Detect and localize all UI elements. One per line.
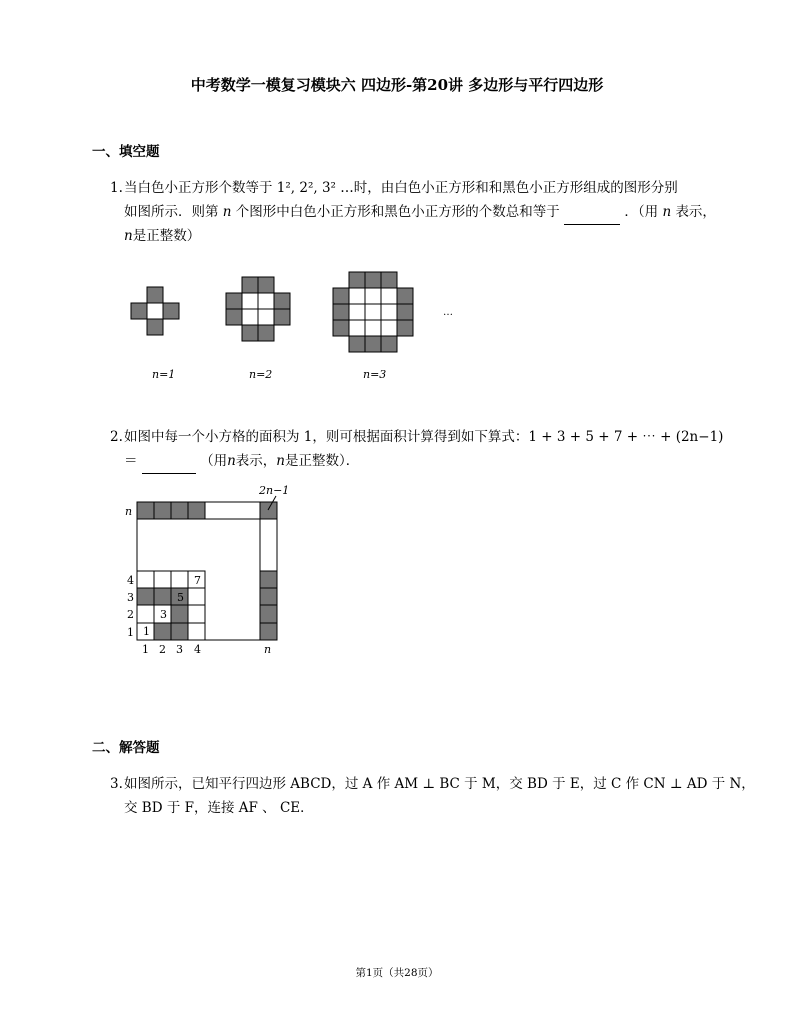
question-1-number: 1. [110,180,123,196]
black-square [188,502,205,519]
white-square [258,309,274,325]
q2-inner-number: 7 [194,574,201,587]
question-2-number: 2. [110,429,123,445]
q2-top-label: 2n−1 [259,484,290,497]
black-square [260,571,277,588]
q2-row-label-n: n [125,505,133,518]
black-square [154,623,171,640]
black-square [381,336,397,352]
black-square [333,320,349,336]
black-square [258,325,274,341]
black-square [365,272,381,288]
q1-answer-blank[interactable] [564,200,620,225]
q1-var-n-2: n [662,204,672,220]
black-square [137,502,154,519]
white-square [365,288,381,304]
q2-col-label: 4 [194,643,201,656]
white-square [349,320,365,336]
section-2-title: 二、解答题 [92,740,160,756]
white-square [188,588,205,605]
q2-col-label: 3 [176,643,183,656]
q2-row-label: 4 [127,574,134,587]
white-square [147,303,163,319]
q2-inner-number: 3 [160,608,167,621]
black-square [131,303,147,319]
section-1-title: 一、填空题 [92,144,160,160]
q2-var-n-2: n [276,453,285,469]
q2-text-b: （用 [200,453,228,469]
q1-text-e: 是正整数） [132,228,201,244]
black-square [349,336,365,352]
white-square [381,288,397,304]
q1-text-c: ．（用 [624,204,659,220]
question-2-line-1: 如图中每一个小方格的面积为 1，则可根据面积计算得到如下算式：1 + 3 + 5 + 7 + ⋯ + (2n−1) [124,429,724,445]
question-1-line-1: 当白色小正方形个数等于 1², 2², 3² …时，由白色小正方形和和黑色小正方形组成的图形分别 [124,180,678,196]
white-strip [260,519,277,571]
q1-label-n3: n=3 [363,368,387,381]
white-square [137,605,154,623]
black-square [171,502,188,519]
black-square [260,623,277,640]
white-square [349,288,365,304]
black-square [397,288,413,304]
white-square [349,304,365,320]
q2-col-label: 1 [142,643,149,656]
white-square [242,293,258,309]
question-1-line-3 [124,224,200,248]
white-square [137,571,154,588]
page-title: 中考数学一模复习模块六 四边形-第20讲 多边形与平行四边形 [190,76,604,94]
q1-text-a: 如图所示．则第 [124,204,219,220]
q1-figure [130,268,470,388]
black-square [333,288,349,304]
q2-col-label-n: n [264,643,272,656]
q2-row-label: 3 [127,591,134,604]
black-square [397,304,413,320]
black-square [260,588,277,605]
q2-figure [118,480,298,660]
white-square [381,304,397,320]
q2-text-a: ＝ [124,453,138,469]
q2-answer-blank[interactable] [142,449,196,474]
question-3-number: 3. [110,776,123,792]
black-square [147,319,163,335]
black-square [154,502,171,519]
black-square [274,293,290,309]
black-square [397,320,413,336]
q1-var-n-3: n [124,228,133,244]
white-square [381,320,397,336]
q2-text-c: 表示， [235,453,277,469]
black-square [154,588,171,605]
q1-text-d: 表示， [675,204,716,220]
q2-row-label: 1 [127,626,134,639]
q1-ellipsis: … [443,307,453,318]
black-square [260,605,277,623]
q1-label-n1: n=1 [152,368,176,381]
black-square [260,502,277,519]
black-square [163,303,179,319]
white-square [154,571,171,588]
page-footer: 第1页（共28页） [355,967,439,979]
black-square [226,293,242,309]
black-square [242,277,258,293]
white-square [188,623,205,640]
black-square [171,623,188,640]
black-square [349,272,365,288]
white-square [171,571,188,588]
question-2-line-2 [124,449,359,474]
white-square [365,304,381,320]
q2-inner-number: 5 [177,591,184,604]
white-square [365,320,381,336]
black-square [258,277,274,293]
black-square [226,309,242,325]
black-square [171,605,188,623]
question-3-line-2: 交 BD 于 F，连接 AF 、 CE． [124,800,314,816]
q1-var-n: n [222,204,232,220]
white-square [258,293,274,309]
q1-label-n2: n=2 [249,368,273,381]
q2-var-n: n [227,453,236,469]
black-square [147,287,163,303]
black-square [137,588,154,605]
black-square [381,272,397,288]
black-square [242,325,258,341]
black-square [274,309,290,325]
question-3-line-1: 如图所示，已知平行四边形 ABCD，过 A 作 AM ⊥ BC 于 M，交 BD 于 E，过 C 作 CN ⊥ AD 于 N， [124,776,755,792]
q2-text-d: 是正整数）． [285,453,360,469]
black-square [333,304,349,320]
q2-col-label: 2 [159,643,166,656]
q2-row-label: 2 [127,608,134,621]
q1-text-b: 个图形中白色小正方形和黑色小正方形的个数总和等于 [235,204,560,220]
black-square [365,336,381,352]
q2-inner-number: 1 [143,625,150,638]
white-strip [205,502,260,519]
question-1-line-2 [124,200,716,225]
white-square [188,605,205,623]
white-square [242,309,258,325]
